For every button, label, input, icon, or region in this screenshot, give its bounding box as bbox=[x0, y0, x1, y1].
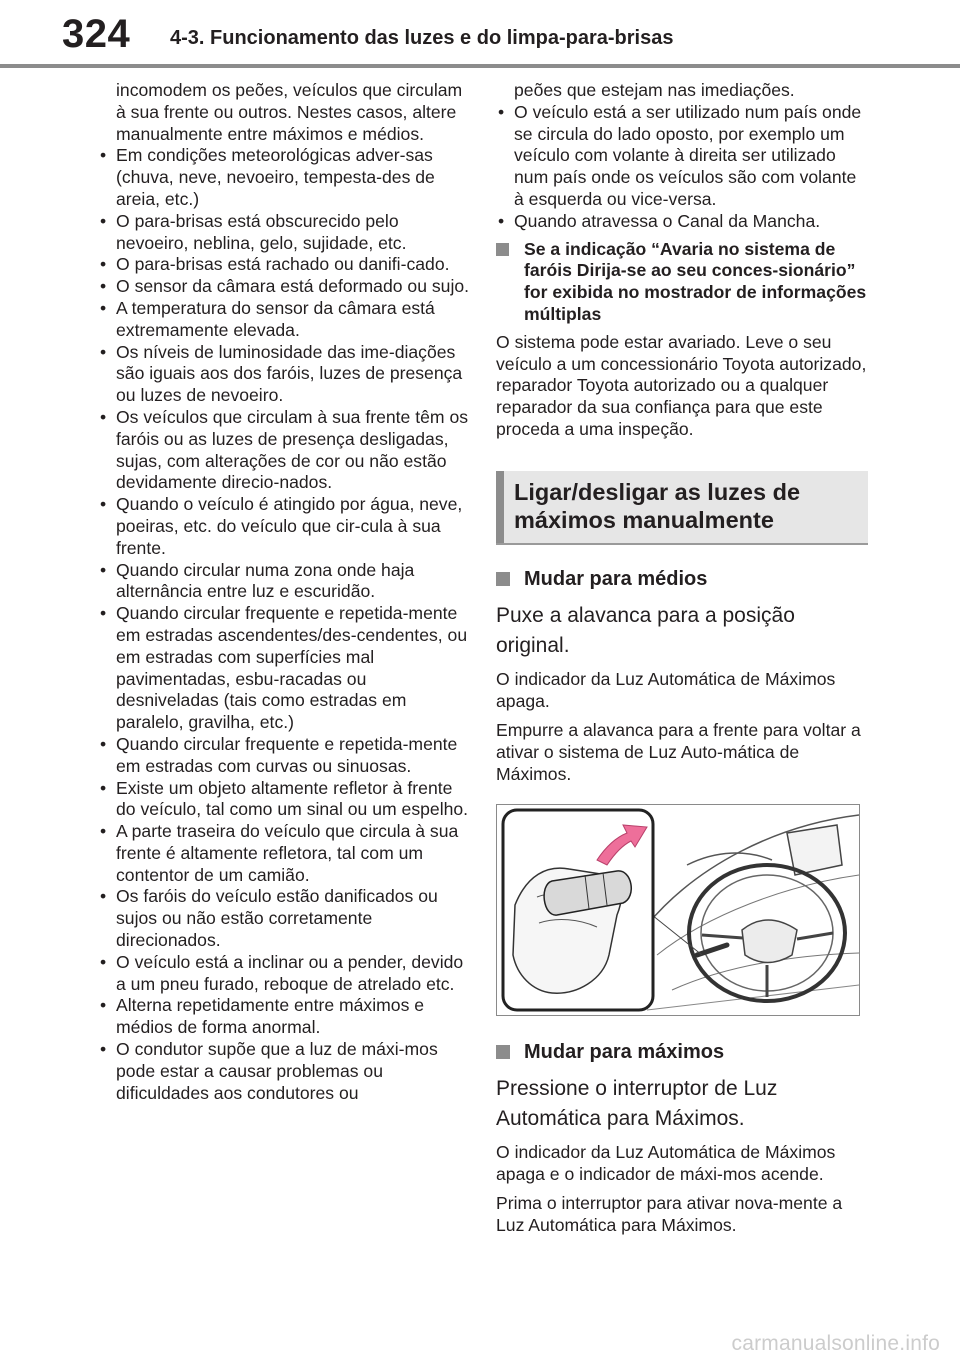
list-item: • Alterna repetidamente entre máximos e médios de forma anormal. bbox=[98, 995, 470, 1039]
instruction-note: Empurre a alavanca para a frente para voltar a ativar o sistema de Luz Auto-mática de Máximos. bbox=[496, 720, 861, 784]
list-item: • Quando circular frequente e repetida-mente em estradas ascendentes/des-cendentes, ou em estradas com superfícies mal pavimentadas, esbu-racadas ou desniveladas (tais como estradas em paralelo, gravilha, etc.) bbox=[98, 603, 470, 734]
item-heading-text: Mudar para máximos bbox=[524, 1040, 725, 1063]
warning-heading bbox=[496, 239, 868, 326]
list-item: • O veículo está a inclinar ou a pender, devido a um pneu furado, reboque de atrelado etc. bbox=[98, 952, 470, 996]
page-header bbox=[0, 0, 960, 70]
warning-heading-text: Se a indicação “Avaria no sistema de faróis Dirija-se ao seu conces-sionário” for exibida no mostrador de informações múltiplas bbox=[524, 238, 867, 324]
list-item: • O veículo está a ser utilizado num país onde se circula do lado oposto, por exemplo um veículo com volante à direita ser utilizado num país onde os veículos são com volante à esquerda ou vice-versa. bbox=[496, 102, 868, 211]
square-bullet-icon bbox=[496, 1045, 510, 1059]
section-title: Ligar/desligar as luzes de máximos manualmente bbox=[514, 478, 801, 533]
condition-list bbox=[496, 102, 868, 233]
square-bullet-icon bbox=[496, 572, 510, 586]
list-item: • Existe um objeto altamente refletor à frente do veículo, tal como um sinal ou um espelho. bbox=[98, 778, 470, 822]
item-heading-high-beam bbox=[496, 1040, 868, 1064]
list-item: • Quando circular numa zona onde haja alternância entre luz e escuridão. bbox=[98, 560, 470, 604]
item-heading-low-beam bbox=[496, 567, 868, 591]
list-item: • Quando o veículo é atingido por água, neve, poeiras, etc. do veículo que cir-cula à sua frente. bbox=[98, 494, 470, 559]
instruction-step: Pressione o interruptor de Luz Automática para Máximos. bbox=[496, 1076, 778, 1130]
list-item: • Os faróis do veículo estão danificados ou sujos ou não estão corretamente direcionados. bbox=[98, 886, 470, 951]
lever-illustration bbox=[496, 804, 860, 1016]
instruction-note: Prima o interruptor para ativar nova-mente a Luz Automática para Máximos. bbox=[496, 1193, 843, 1236]
left-column bbox=[98, 80, 470, 1104]
list-item: • O condutor supõe que a luz de máxi-mos pode estar a causar problemas ou dificuldades aos condutores ou bbox=[98, 1039, 470, 1104]
continuation-text: incomodem os peões, veículos que circulam à sua frente ou outros. Nestes casos, altere manualmente entre máximos e médios. bbox=[116, 80, 463, 144]
right-column bbox=[496, 80, 868, 1237]
instruction-note: O indicador da Luz Automática de Máximos apaga e o indicador de máxi-mos acende. bbox=[496, 1141, 836, 1184]
warning-text: O sistema pode estar avariado. Leve o seu veículo a um concessionário Toyota autorizado, reparador Toyota autorizado ou a qualquer reparador da sua confiança para que este proceda a uma inspeção. bbox=[496, 331, 867, 439]
list-item: • A parte traseira do veículo que circula à sua frente é altamente refletora, tal com um contentor de um camião. bbox=[98, 821, 470, 886]
condition-list bbox=[98, 145, 470, 1104]
list-item: • Quando atravessa o Canal da Mancha. bbox=[496, 211, 868, 233]
instruction-note: O indicador da Luz Automática de Máximos apaga. bbox=[496, 668, 836, 711]
continuation-text: peões que estejam nas imediações. bbox=[514, 80, 795, 100]
watermark: carmanualsonline.info bbox=[731, 1332, 940, 1355]
list-item: • Quando circular frequente e repetida-mente em estradas com curvas ou sinuosas. bbox=[98, 734, 470, 778]
list-item: • Os veículos que circulam à sua frente têm os faróis ou as luzes de presença desligadas, sujas, com alterações de cor ou não estão devidamente direcio-nados. bbox=[98, 407, 470, 494]
section-accent-bar bbox=[496, 471, 504, 543]
list-item: • O sensor da câmara está deformado ou sujo. bbox=[98, 276, 470, 298]
item-heading-text: Mudar para médios bbox=[524, 567, 708, 590]
list-item: • O para-brisas está obscurecido pelo nevoeiro, neblina, gelo, sujidade, etc. bbox=[98, 211, 470, 255]
section-heading-box bbox=[496, 471, 868, 545]
chapter-title: 4-3. Funcionamento das luzes e do limpa-para-brisas bbox=[170, 27, 674, 49]
page-number: 324 bbox=[62, 12, 131, 56]
list-item: • Os níveis de luminosidade das ime-diações são iguais aos dos faróis, luzes de presença ou luzes de nevoeiro. bbox=[98, 342, 470, 407]
list-item: • Em condições meteorológicas adver-sas (chuva, neve, nevoeiro, tempesta-des de areia, etc.) bbox=[98, 145, 470, 210]
instruction-step: Puxe a alavanca para a posição original. bbox=[496, 603, 795, 657]
list-item: • O para-brisas está rachado ou danifi-cado. bbox=[98, 254, 470, 276]
list-item: • A temperatura do sensor da câmara está extremamente elevada. bbox=[98, 298, 470, 342]
header-rule bbox=[0, 64, 960, 68]
square-bullet-icon bbox=[496, 243, 509, 256]
dashboard-lever-drawing bbox=[497, 805, 859, 1015]
